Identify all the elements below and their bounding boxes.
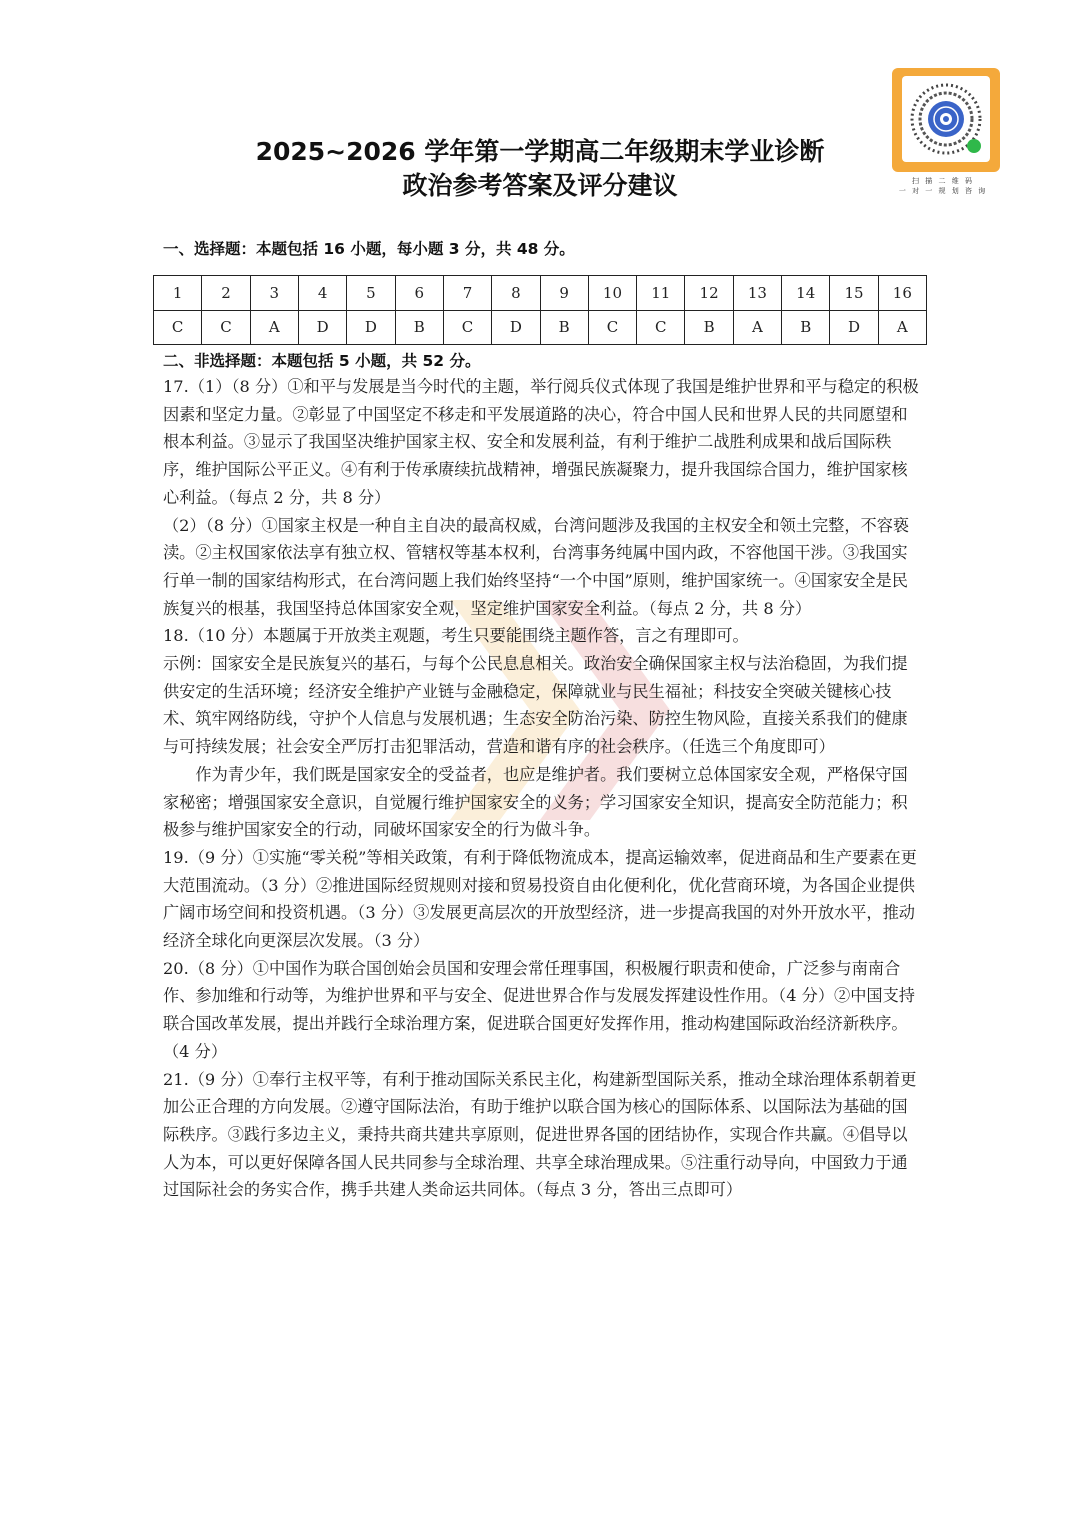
question-number: 4 — [298, 276, 346, 311]
answer-table-number-row — [154, 276, 927, 311]
answer-cell: D — [347, 310, 395, 345]
answer-table-answer-row — [154, 310, 927, 345]
question-number: 13 — [733, 276, 781, 311]
answer-cell: A — [878, 310, 926, 345]
question-number: 3 — [250, 276, 298, 311]
question-number: 2 — [202, 276, 250, 311]
answer-cell: B — [540, 310, 588, 345]
answer-cell: D — [298, 310, 346, 345]
q18-youth: 作为青少年，我们既是国家安全的受益者，也应是维护者。我们要树立总体国家安全观，严格保守国家秘密；增强国家安全意识，自觉履行维护国家安全的义务；学习国家安全知识，提高安全防范能力；积极参与维护国家安全的行动，同破坏国家安全的行为做斗争。 — [163, 764, 908, 840]
answer-cell: B — [782, 310, 830, 345]
section1-heading: 一、选择题：本题包括 16 小题，每小题 3 分，共 48 分。 — [163, 240, 575, 258]
question-number: 6 — [395, 276, 443, 311]
q17-part2: （2）（8 分）①国家主权是一种自主自决的最高权威，台湾问题涉及我国的主权安全和领土完整，不容亵渎。②主权国家依法享有独立权、管辖权等基本权利，台湾事务纯属中国内政，不容他国干涉。③我国实行单一制的国家结构形式，在台湾问题上我们始终坚持“一个中国”原则，维护国家统一。④国家安全是民族复兴的根基，我国坚持总体国家安全观，坚定维护国家安全利益。（每点 2 分，共 8 分） — [163, 515, 910, 618]
section2-heading: 二、非选择题：本题包括 5 小题，共 52 分。 — [163, 352, 481, 370]
answer-cell: D — [830, 310, 878, 345]
answer-cell: D — [492, 310, 540, 345]
answer-cell: A — [733, 310, 781, 345]
question-number: 9 — [540, 276, 588, 311]
answer-cell: B — [685, 310, 733, 345]
question-number: 8 — [492, 276, 540, 311]
answer-cell: A — [250, 310, 298, 345]
qr-caption-line2: 一 对 一 规 划 咨 询 — [898, 187, 988, 195]
answer-cell: C — [637, 310, 685, 345]
page-subtitle: 政治参考答案及评分建议 — [402, 171, 678, 200]
q20-answer: 20.（8 分）①中国作为联合国创始会员国和安理会常任理事国，积极履行职责和使命，广泛参与南南合作、参加维和行动等，为维护世界和平与安全、促进世界合作与发展发挥建设性作用。（4 分）②中国支持联合国改革发展，提出并践行全球治理方案，促进联合国更好发挥作用，推动构建国际政治经济新秩序。（4 分） — [163, 958, 915, 1061]
question-number: 10 — [588, 276, 636, 311]
qr-caption-line1: 扫 描 二 维 码 — [912, 177, 974, 185]
question-number: 16 — [878, 276, 926, 311]
answer-cell: C — [443, 310, 491, 345]
q18-example: 示例：国家安全是民族复兴的基石，与每个公民息息相关。政治安全确保国家主权与法治稳固，为我们提供安定的生活环境；经济安全维护产业链与金融稳定，保障就业与民生福祉；科技安全突破关键核心技术、筑牢网络防线，守护个人信息与发展机遇；生态安全防治污染、防控生物风险，直接关系我们的健康与可持续发展；社会安全严厉打击犯罪活动，营造和谐有序的社会秩序。（任选三个角度即可） — [163, 654, 908, 757]
question-number: 7 — [443, 276, 491, 311]
q18-intro: 18.（10 分）本题属于开放类主观题，考生只要能围绕主题作答，言之有理即可。 — [163, 626, 749, 646]
answer-table — [153, 275, 927, 345]
answer-cell: C — [154, 310, 202, 345]
question-number: 12 — [685, 276, 733, 311]
q17-part1: 17.（1）（8 分）①和平与发展是当今时代的主题，举行阅兵仪式体现了我国是维护世界和平与稳定的积极因素和坚定力量。②彰显了中国坚定不移走和平发展道路的决心，符合中国人民和世界人民的共同愿望和根本利益。③显示了我国坚决维护国家主权、安全和发展利益，有利于维护二战胜利成果和战后国际秩序，维护国际公平正义。④有利于传承赓续抗战精神，增强民族凝聚力，提升我国综合国力，维护国家核心利益。（每点 2 分，共 8 分） — [163, 377, 919, 507]
answer-cell: C — [202, 310, 250, 345]
q21-answer: 21.（9 分）①奉行主权平等，有利于推动国际关系民主化，构建新型国际关系，推动全球治理体系朝着更加公正合理的方向发展。②遵守国际法治，有助于维护以联合国为核心的国际体系、以国际法为基础的国际秩序。③践行多边主义，秉持共商共建共享原则，促进世界各国的团结协作，实现合作共赢。④倡导以人为本，可以更好保障各国人民共同参与全球治理、共享全球治理成果。⑤注重行动导向，中国致力于通过国际社会的务实合作，携手共建人类命运共同体。（每点 3 分，答出三点即可） — [163, 1069, 917, 1200]
question-number: 5 — [347, 276, 395, 311]
q19-answer: 19.（9 分）①实施“零关税”等相关政策，有利于降低物流成本，提高运输效率，促进商品和生产要素在更大范围流动。（3 分）②推进国际经贸规则对接和贸易投资自由化便利化，优化营商环境，为各国企业提供广阔市场空间和投资机遇。（3 分）③发展更高层次的开放型经济，进一步提高我国的对外开放水平，推动经济全球化向更深层次发展。（3 分） — [163, 847, 917, 951]
question-number: 1 — [154, 276, 202, 311]
question-number: 14 — [782, 276, 830, 311]
answers-body — [163, 373, 919, 1204]
answer-cell: B — [395, 310, 443, 345]
page-title: 2025~2026 学年第一学期高二年级期末学业诊断 — [255, 137, 825, 166]
question-number: 11 — [637, 276, 685, 311]
answer-cell: C — [588, 310, 636, 345]
question-number: 15 — [830, 276, 878, 311]
